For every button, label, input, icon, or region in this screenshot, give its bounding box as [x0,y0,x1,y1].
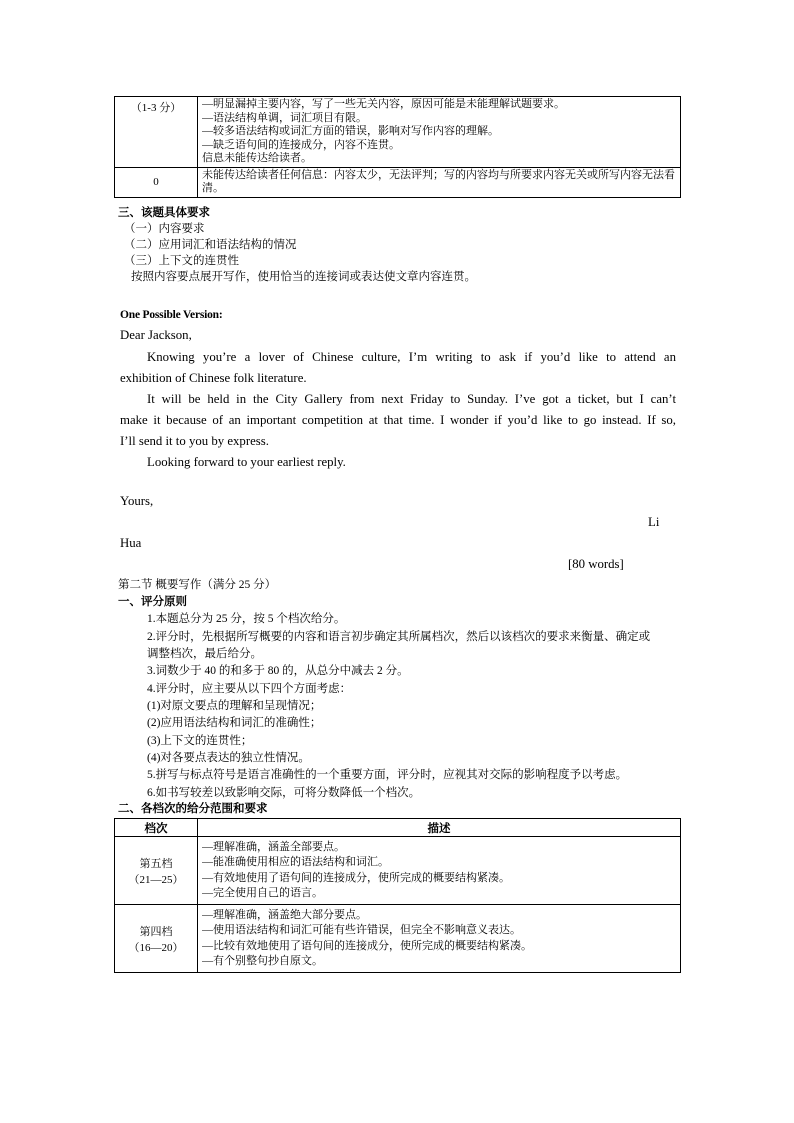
version-label: One Possible Version: [120,309,223,321]
description-line: —完全使用自己的语言。 [202,887,323,899]
letter-line: exhibition of Chinese folk literature. [120,371,307,385]
description-line: —使用语法结构和词汇可能有些许错误，但完全不影响意义表达。 [202,924,521,936]
level-label: （1-3 分） [130,102,182,114]
principle-line: (2)应用语法结构和词汇的准确性； [147,717,322,729]
description-line: —缺乏语句间的连接成分，内容不连贯。 [202,138,400,151]
principle-line: (3)上下文的连贯性； [147,735,253,747]
scoring-table-top [114,96,681,198]
level-range: （16—20） [128,941,184,954]
level-name: 第五档 [139,857,173,870]
section-title: 第二节 概要写作（满分 25 分） [118,579,277,591]
letter-signature: Li [648,515,660,529]
word-count: [80 words] [568,557,624,571]
section-heading: 一、评分原则 [118,596,187,608]
letter-paragraph [120,452,676,473]
letter-line: It will be held in the City Gallery from next Friday to Sunday. I’ve got a ticket, but I can’t [147,392,676,406]
level-range: （21—25） [128,873,184,886]
requirement-item: （三）上下文的连贯性 [124,255,239,267]
description-line: 未能传达给读者任何信息：内容太少，无法评判；写的内容均与所要求内容无关或所写内容无法看清。 [202,168,675,194]
description-line: —较多语法结构或词汇方面的错误，影响对写作内容的理解。 [202,125,499,137]
description-line: —比较有效地使用了语句间的连接成分，使所完成的概要结构紧凑。 [202,939,532,952]
table-row [115,837,681,905]
principle-line: 调整档次，最后给分。 [147,648,262,660]
letter-salutation: Dear Jackson, [120,328,192,342]
principle-line: 6.如书写较差以致影响交际，可将分数降低一个档次。 [147,787,421,799]
letter-line: Looking forward to your earliest reply. [147,455,346,469]
description-line: —有效地使用了语句间的连接成分，使所完成的概要结构紧凑。 [202,871,510,884]
description-cell [198,167,681,197]
table-row [115,97,681,168]
table-row [115,905,681,973]
table-row [115,167,681,197]
description-line: —理解准确，涵盖绝大部分要点。 [202,908,367,921]
principle-line: 2.评分时，先根据所写概要的内容和语言初步确定其所属档次，然后以该档次的要求来衡量、确定或 [147,631,651,643]
letter-paragraph [120,347,676,389]
principle-line: 5.拼写与标点符号是语言准确性的一个重要方面，评分时，应视其对交际的影响程度予以考虑。 [147,769,628,781]
description-line: —语法结构单调，词汇项目有限。 [202,111,367,124]
level-cell [115,905,198,973]
level-cell [115,97,198,168]
table-header-row [115,819,681,837]
description-cell [198,905,681,973]
requirement-item: （一）内容要求 [124,223,205,235]
principle-line: 3.词数少于 40 的和多于 80 的，从总分中减去 2 分。 [147,665,409,677]
level-name: 第四档 [139,925,173,938]
description-cell [198,97,681,168]
principle-line: 1.本题总分为 25 分，按 5 个档次给分。 [147,613,346,625]
column-header: 描述 [198,819,681,837]
letter-closing: Yours, [120,494,154,508]
requirement-item: （二）应用词汇和语法结构的情况 [124,239,297,251]
description-cell [198,837,681,905]
scoring-table-bottom [114,818,681,973]
letter-line: Knowing you’re a lover of Chinese culture, I’m writing to ask if you’d like to attend an [147,350,676,364]
section-heading: 二、各档次的给分范围和要求 [118,803,268,815]
level-cell [115,837,198,905]
level-cell [115,167,198,197]
description-line: 信息未能传达给读者。 [202,152,312,164]
letter-line: make it because of an important competition at that time. I wonder if you’d like to go instead. If so, [120,413,676,427]
letter-signature: Hua [120,536,142,550]
column-header: 档次 [115,819,198,837]
description-line: —明显漏掉主要内容，写了一些无关内容，原因可能是未能理解试题要求。 [202,98,565,110]
letter-line: I’ll send it to you by express. [120,434,269,448]
principle-line: 4.评分时，应主要从以下四个方面考虑： [147,683,352,695]
letter-paragraph [120,389,676,452]
section-heading: 三、该题具体要求 [118,207,210,219]
principle-line: (1)对原文要点的理解和呈现情况； [147,700,322,712]
description-line: —能准确使用相应的语法结构和词汇。 [202,856,389,868]
description-line: —理解准确，涵盖全部要点。 [202,840,345,853]
level-label: 0 [153,176,159,188]
description-line: —有个别整句抄自原文。 [202,955,323,967]
principle-line: (4)对各要点表达的独立性情况。 [147,752,310,764]
requirement-note: 按照内容要点展开写作，使用恰当的连接词或表达使文章内容连贯。 [131,271,476,283]
